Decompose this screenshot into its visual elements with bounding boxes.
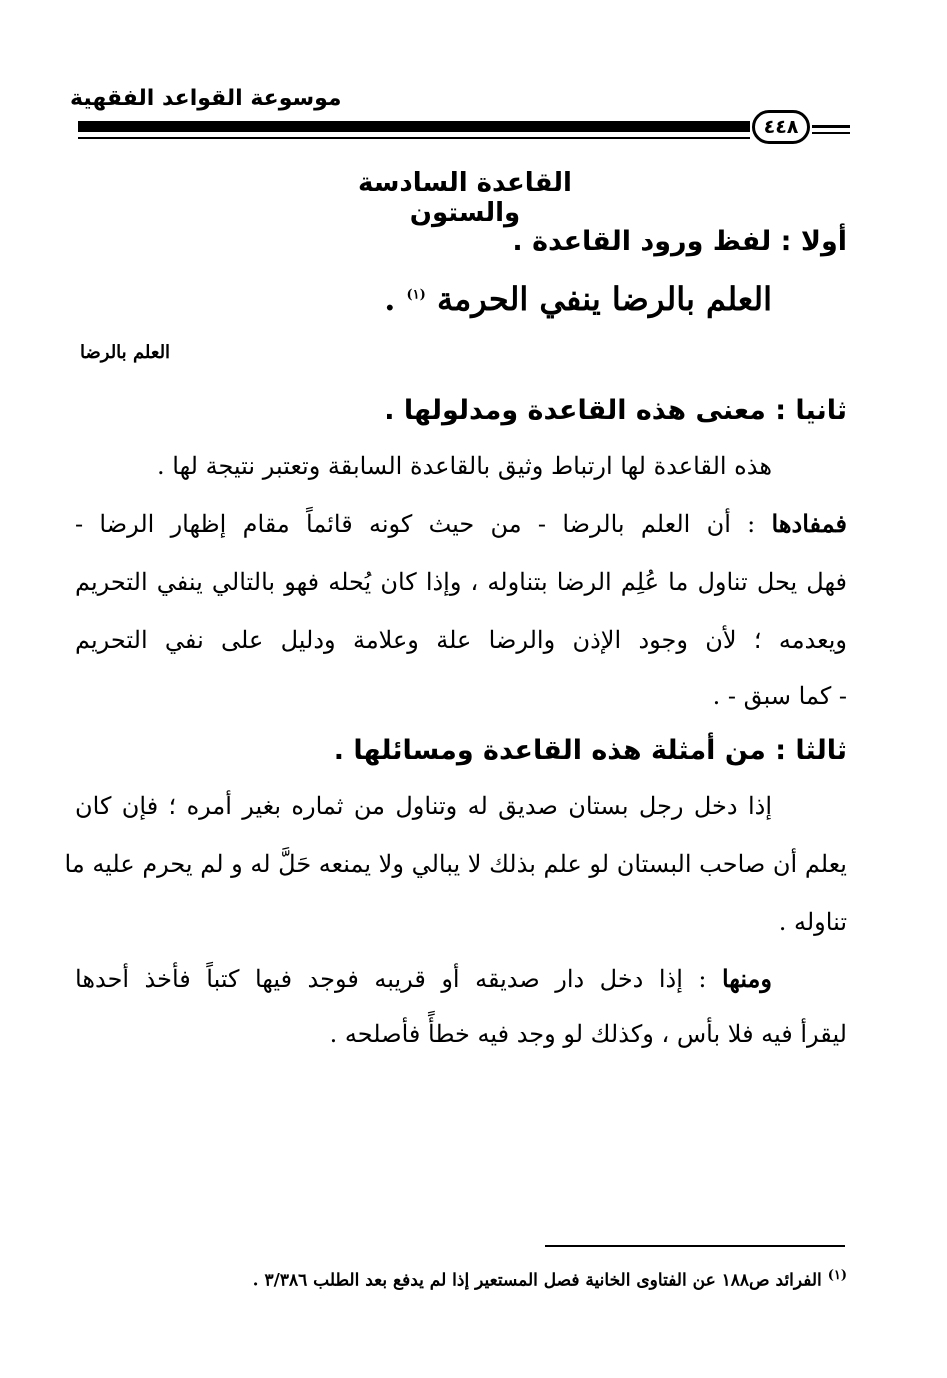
margin-note: العلم بالرضا [80,342,171,363]
section3-heading: ثالثا : من أمثلة هذه القاعدة ومسائلها . [333,735,847,766]
section2-line5: - كما سبق - . [712,682,847,710]
section3-p2-line1-rest: : إذا دخل دار صديقه أو قريبه فوجد فيها كتباً فأخذ أحدها [75,965,722,993]
section2-line4: ويعدمه ؛ لأن وجود الإذن والرضا علة وعلامة ودليل على نفي التحريم [75,626,847,654]
header-rule-right-thin [812,132,850,134]
section2-line3: فهل يحل تناول ما عُلِم الرضا بتناوله ، وإذا كان يُحله فهو بالتالي ينفي التحريم [75,568,847,596]
section2-heading: ثانيا : معنى هذه القاعدة ومدلولها . [384,395,847,426]
section2-line1: هذه القاعدة لها ارتباط وثيق بالقاعدة السابقة وتعتبر نتيجة لها . [157,452,772,480]
section3-p1-line3: تناوله . [778,908,847,936]
rule-statement [384,280,772,318]
footnote [253,1268,847,1291]
book-title: موسوعة القواعد الفقهية [70,86,342,111]
page-number: ٤٤٨ [752,110,810,144]
header-rule-thin [78,137,750,139]
header-rule-right [812,125,850,128]
section3-p2-line2: ليقرأ فيه فلا بأس ، وكذلك لو وجد فيه خطأً فأصلحه . [329,1020,847,1048]
section2-line2-rest: : أن العلم بالرضا - من حيث كونه قائماً مقام إظهار الرضا - [75,510,772,538]
rule-statement-end: . [384,280,396,318]
section3-p2-line1 [75,965,772,994]
section3-p2-lead: ومنها [721,964,772,993]
header-rule-thick [78,121,750,132]
footnote-number: (١) [827,1268,847,1283]
footnote-text: الفرائد ص١٨٨ عن الفتاوى الخانية فصل المستعير إذا لم يدفع بعد الطلب ٣/٣٨٦ . [252,1270,828,1291]
footnote-ref: (١) [406,287,426,303]
section3-p1-line1: إذا دخل رجل بستان صديق له وتناول من ثماره بغير أمره ؛ فإن كان [75,792,772,820]
section2-line2-lead: فمفادها [771,509,847,538]
section3-p1-line2: يعلم أن صاحب البستان لو علم بذلك لا يبالي ولا يمنعه حَلَّ له و لم يحرم عليه ما [64,850,847,878]
rule-title: القاعدة السادسة والستون [358,168,572,228]
section2-line2 [75,510,847,539]
rule-statement-text: العلم بالرضا ينفي الحرمة [436,280,772,318]
footnote-separator [545,1245,845,1247]
section1-heading: أولا : لفظ ورود القاعدة . [512,226,847,257]
